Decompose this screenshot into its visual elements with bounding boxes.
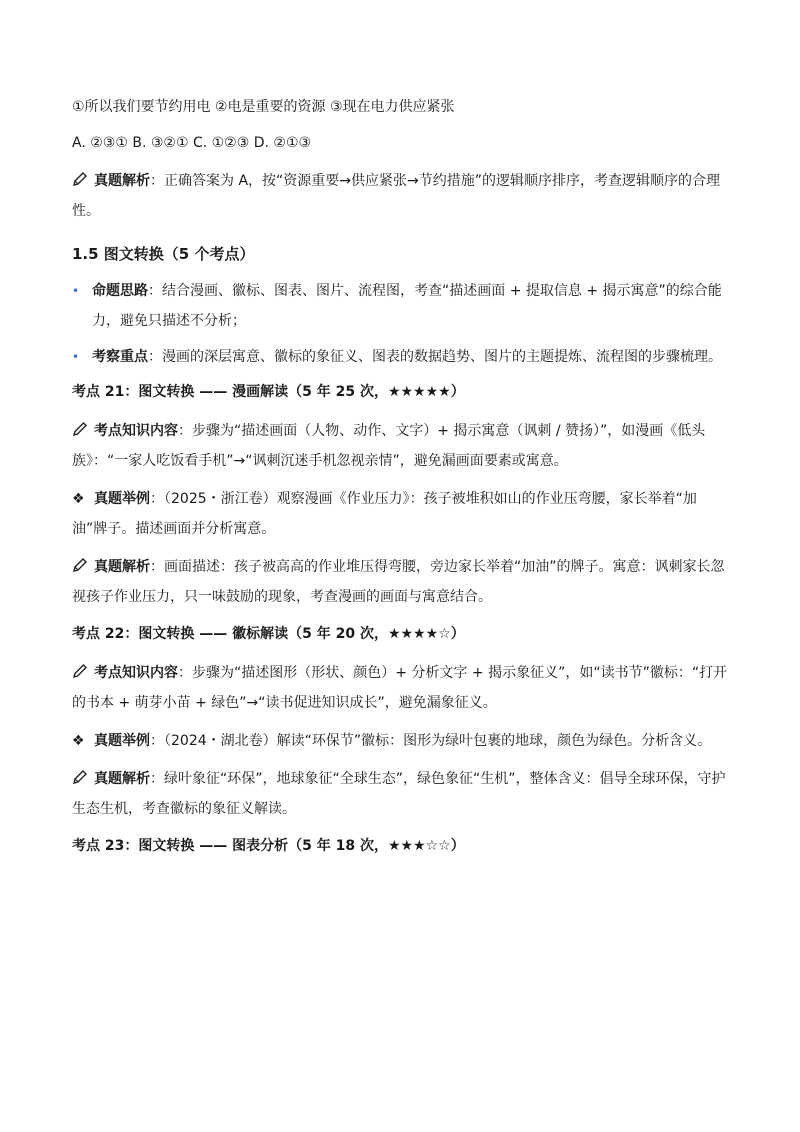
knowledge-label: 考点知识内容 <box>94 423 178 439</box>
section-title: 1.5 图文转换（5 个考点） <box>72 245 255 263</box>
example-text: ：（2025・浙江卷）观察漫画《作业压力》：孩子被堆积如山的作业压弯腰，家长举着“加油”牌子。描述画面并分析寓意。 <box>72 491 697 537</box>
kd22-analysis <box>72 764 732 824</box>
pen-icon <box>72 416 94 446</box>
kd22-knowledge <box>72 658 732 718</box>
analysis-text: ：正确答案为 A，按“资源重要→供应紧张→节约措施”的逻辑顺序排序，考查逻辑顺序的合理性。 <box>72 173 720 219</box>
bullet-text: ：结合漫画、徽标、图表、图片、流程图，考查“描述画面 + 提取信息 + 揭示寓意”的综合能力，避免只描述不分析； <box>92 283 722 329</box>
list-item <box>72 276 732 336</box>
bullet-icon: • <box>72 284 80 298</box>
bullet-icon: • <box>72 350 80 364</box>
question-answers: A. ②③① B. ③②① C. ①②③ D. ②①③ <box>72 135 312 151</box>
pencil-ruler-icon <box>72 166 94 196</box>
question-options: ①所以我们要节约用电 ②电是重要的资源 ③现在电力供应紧张 <box>72 99 455 115</box>
bullet-text: ：漫画的深层寓意、徽标的象征义、图表的数据趋势、图片的主题提炼、流程图的步骤梳理。 <box>148 349 722 365</box>
list-item <box>72 342 732 372</box>
analysis-label: 真题解析 <box>94 173 150 189</box>
bullet-label: 命题思路 <box>92 283 148 299</box>
kd21-example <box>72 484 732 544</box>
analysis-text: ：画面描述：孩子被高高的作业堆压得弯腰，旁边家长举着“加油”的牌子。寓意：讽刺家长忽视孩子作业压力，只一味鼓励的现象，考查漫画的画面与寓意结合。 <box>72 559 725 605</box>
kd21-analysis <box>72 552 732 612</box>
kd21-heading: 考点 21：图文转换 —— 漫画解读（5 年 25 次，★★★★★） <box>72 384 465 400</box>
pencil-ruler-icon <box>72 552 94 582</box>
pencil-ruler-icon <box>72 764 94 794</box>
analysis-text: ：绿叶象征“环保”，地球象征“全球生态”，绿色象征“生机”，整体含义：倡导全球环保，守护生态生机，考查徽标的象征义解读。 <box>72 771 726 817</box>
kd22-heading: 考点 22：图文转换 —— 徽标解读（5 年 20 次，★★★★☆） <box>72 626 465 642</box>
kd21-knowledge <box>72 416 732 476</box>
diamond-icon: ❖ <box>72 491 85 507</box>
pen-icon <box>72 658 94 688</box>
knowledge-label: 考点知识内容 <box>94 665 178 681</box>
analysis-label: 真题解析 <box>94 559 150 575</box>
analysis-block <box>72 166 732 226</box>
example-text: ：（2024・湖北卷）解读“环保节”徽标：图形为绿叶包裹的地球，颜色为绿色。分析含义。 <box>150 733 712 749</box>
example-label: 真题举例 <box>94 733 150 749</box>
kd23-heading: 考点 23：图文转换 —— 图表分析（5 年 18 次，★★★☆☆） <box>72 838 465 854</box>
knowledge-text: ：步骤为“描述画面（人物、动作、文字）+ 揭示寓意（讽刺 / 赞扬）”，如漫画《低头族》：“一家人吃饭看手机”→“讽刺沉迷手机忽视亲情”，避免漏画面要素或寓意。 <box>72 423 706 469</box>
analysis-label: 真题解析 <box>94 771 150 787</box>
diamond-icon: ❖ <box>72 733 85 749</box>
knowledge-text: ：步骤为“描述图形（形状、颜色）+ 分析文字 + 揭示象征义”，如“读书节”徽标：“打开的书本 + 萌芽小苗 + 绿色”→“读书促进知识成长”，避免漏象征义。 <box>72 665 728 711</box>
kd22-example <box>72 726 732 756</box>
example-label: 真题举例 <box>94 491 150 507</box>
bullet-label: 考察重点 <box>92 349 148 365</box>
document-page <box>72 92 732 870</box>
